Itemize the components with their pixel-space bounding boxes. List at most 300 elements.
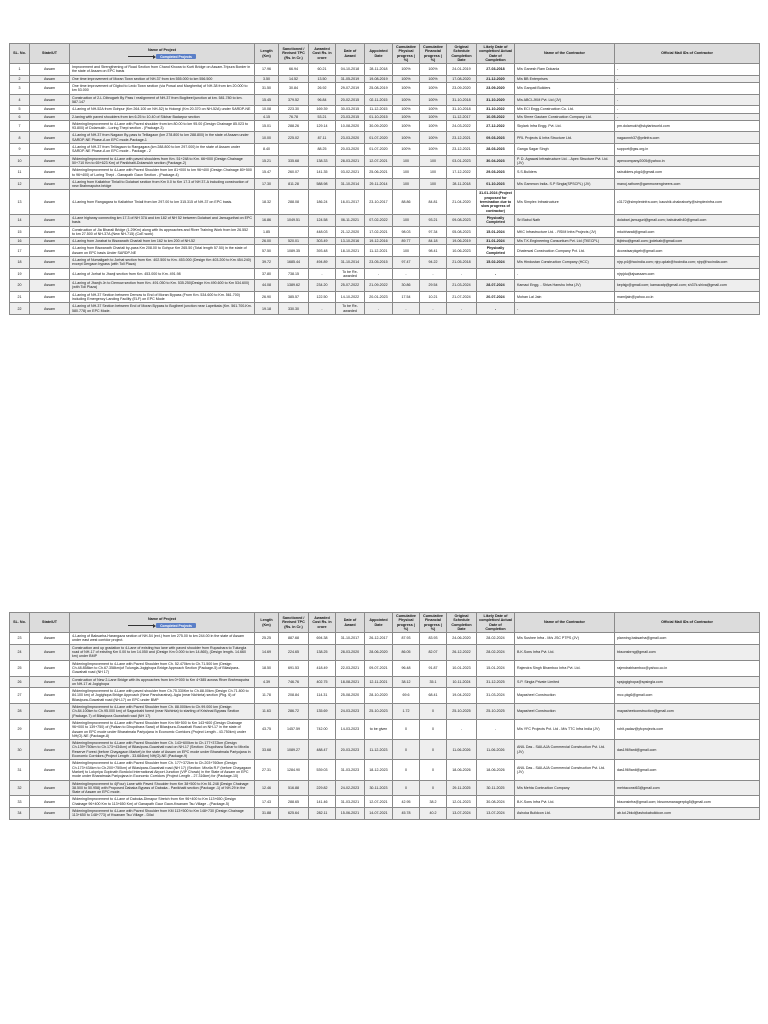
legend-completed-tag: Completed Projects [156, 623, 196, 628]
cell-email: mehtaconst63@gmail.com [615, 780, 760, 796]
table-row [10, 190, 760, 214]
table-row [10, 660, 760, 676]
cell-physical: 100% [393, 106, 420, 113]
cell-email: pm.dolamukh@skylarkworld.com [615, 120, 760, 132]
table-row [10, 644, 760, 660]
table-row [10, 796, 760, 808]
table-row [10, 94, 760, 106]
cell-email: das1969anil@gmail.com [615, 760, 760, 780]
cell-email: bksonsinfra@gmail.com; bksonsmanagerpkg5@gmail.com [615, 796, 760, 808]
cell-awarded-cost: 114.31 [309, 688, 336, 704]
cell-email: dconstsarpkgeb@gmail.com [615, 245, 760, 257]
cell-state: Assam [30, 796, 70, 808]
cell-financial: 100 [420, 167, 447, 179]
table-row [10, 155, 760, 167]
cell-awarded-cost: 26.92 [309, 83, 336, 95]
cell-date-award: 06-11-2021 [336, 214, 365, 226]
cell-tpc: 625.64 [279, 807, 309, 819]
cell-sl: 9 [10, 144, 30, 156]
cell-likely: 15-01-2024 [477, 660, 515, 676]
cell-contractor: M/s BB Enterprises [515, 75, 615, 82]
table-row [10, 214, 760, 226]
cell-tpc: 887.68 [279, 633, 309, 645]
cell-awarded-cost: 87.11 [309, 132, 336, 144]
cell-contractor: S.P. Singla Private Limited [515, 676, 615, 688]
cell-sl: 15 [10, 226, 30, 238]
cell-length: 31.50 [255, 83, 279, 95]
table-row [10, 303, 760, 315]
cell-physical: 100% [393, 94, 420, 106]
cell-physical: 100% [393, 113, 420, 120]
cell-appointed: 29-11-2014 [365, 178, 393, 190]
cell-email: dolabari.jamuguri@gmail.com; babulnath40@gmail.com [615, 214, 760, 226]
cell-state: Assam [30, 144, 70, 156]
cell-appointed: 01-07-2020 [365, 132, 393, 144]
cell-email: apexcompany2005@yahoo.in [615, 155, 760, 167]
cell-financial: 100% [420, 75, 447, 82]
table-row [10, 132, 760, 144]
cell-original: 24-01-2019 [447, 64, 477, 76]
cell-state: Assam [30, 660, 70, 676]
cell-likely: 11-06-2026 [477, 740, 515, 760]
cell-financial: 100% [420, 144, 447, 156]
cell-contractor: PRL Projects & Infra Structure Ltd. [515, 132, 615, 144]
cell-likely: 10-05-2022 [477, 113, 515, 120]
cell-state: Assam [30, 780, 70, 796]
cell-appointed: 01-10-2015 [365, 113, 393, 120]
cell-sl: 27 [10, 688, 30, 704]
table-row [10, 113, 760, 120]
cell-state: Assam [30, 113, 70, 120]
cell-state: Assam [30, 291, 70, 303]
col-header-tpc: Sanctioned / Revised TPC (Rs. in Cr.) [279, 613, 309, 633]
cell-tpc: 1389.62 [279, 280, 309, 292]
cell-original: 10-06-2023 [447, 245, 477, 257]
cell-physical: 100% [393, 64, 420, 76]
cell-length: 4.15 [255, 113, 279, 120]
table-row [10, 807, 760, 819]
cell-original: 29-11-2025 [447, 780, 477, 796]
cell-length: 31.88 [255, 807, 279, 819]
cell-financial: 84.18 [420, 238, 447, 245]
cell-sl: 19 [10, 268, 30, 280]
cell-state: Assam [30, 214, 70, 226]
cell-awarded-cost: - [309, 268, 336, 280]
col-header-original: Original Schedule Completion Date [447, 44, 477, 64]
cell-length: 26.90 [255, 291, 279, 303]
col-header-email: Official Mail IDs of Contractor [615, 613, 760, 633]
cell-original: 05-08-2023 [447, 226, 477, 238]
cell-financial: 0 [420, 704, 447, 720]
cell-physical: 100 [393, 178, 420, 190]
cell-awarded-cost: 53.21 [309, 113, 336, 120]
cell-appointed: 23-10-2017 [365, 190, 393, 214]
table-row [10, 245, 760, 257]
cell-original: 12-01-2023 [447, 796, 477, 808]
cell-awarded-cost: 138.25 [309, 644, 336, 660]
cell-likely: 18-06-2026 [477, 760, 515, 780]
cell-email: - [615, 64, 760, 76]
cell-financial: 0 [420, 719, 447, 739]
cell-original: 19-04-2022 [447, 688, 477, 704]
cell-physical: 100 [393, 214, 420, 226]
cell-physical: - [393, 303, 420, 315]
cell-state: Assam [30, 120, 70, 132]
cell-original: - [447, 268, 477, 280]
cell-awarded-cost: 742.00 [309, 719, 336, 739]
cell-date-award: 28-03-2020 [336, 644, 365, 660]
cell-tpc: 1457.59 [279, 719, 309, 739]
cell-state: Assam [30, 688, 70, 704]
cell-state: Assam [30, 807, 70, 819]
cell-financial: 100 [420, 155, 447, 167]
cell-length: 17.30 [255, 178, 279, 190]
cell-likely: 31-12-2025 [477, 676, 515, 688]
cell-project-name: Widening/Improvement to 4-Lane with Paved Shoulder from Ch. 143+600km to Ch.177+372km (Design Ch.139+750km to Ch.173+434km) of Bilasipura-Guwahati road on NH-17 (Section: Dhupdhara Sahar to Mirzila Reserve Forest (before Chayagaon Market) in the state of Assam on EPC mode under Bharatmala Pariyojana in Economic Corridors (Project Length - 33.684km) NH(O)-NE (Package-9) [70, 740, 255, 760]
cell-tpc: 516.88 [279, 780, 309, 796]
table-row [10, 256, 760, 268]
cell-original: 31-10-2018 [447, 94, 477, 106]
cell-length: 15.21 [255, 155, 279, 167]
cell-appointed: 23-05-2015 [365, 256, 393, 268]
project-table [9, 612, 760, 820]
cell-tpc: 225.02 [279, 132, 309, 144]
cell-original: 23-12-2021 [447, 144, 477, 156]
col-header-appointed: Appointed Date [365, 613, 393, 633]
cell-contractor: S.S.Builders [515, 167, 615, 179]
cell-project-name: 4-Laning of NH-37 Section between Demow to End of Moran Bypass (From Km. 534.600 to Km. 561.700) including Emergency Landing Facility (ELF) on EPC Mode [70, 291, 255, 303]
col-header-sl: SL. No. [10, 44, 30, 64]
cell-email: spsjogighopa@spsingla.com [615, 676, 760, 688]
cell-date-award: 29-07-2019 [336, 83, 365, 95]
cell-length: 8.40 [255, 144, 279, 156]
cell-tpc: 811.28 [279, 178, 309, 190]
cell-state: Assam [30, 75, 70, 82]
cell-original: 23-12-2021 [447, 132, 477, 144]
cell-appointed: 12-07-2021 [365, 155, 393, 167]
cell-contractor: M/s T.K.Engineering Consortium Pvt. Ltd (TKECPL) [515, 238, 615, 245]
col-header-appointed: Appointed Date [365, 44, 393, 64]
cell-sl: 18 [10, 256, 30, 268]
cell-length: 27.31 [255, 760, 279, 780]
cell-financial: 0 [420, 780, 447, 796]
cell-financial: 100% [420, 106, 447, 113]
cell-date-award: 24-03-2023 [336, 704, 365, 720]
cell-project-name: 4-Laning of NH-37 from Nagaon By-pass to Telliagaon (km 278.800 to km 288.800) in the state of Assam under SARDP-NE Phase-A on EPC mode-Package-1 [70, 132, 255, 144]
cell-project-name: Construction of 2-L Dibrugarh By Pass / realignment of NH-37 from Bogibeel junction at km. 581.780 to km. 587.147 [70, 94, 255, 106]
col-header-awarded-cost: Awarded Cost Rs. in crore [309, 44, 336, 64]
col-header-date-award: Date of Award [336, 44, 365, 64]
cell-appointed: 12-11-2021 [365, 676, 393, 688]
cell-tpc: 520.01 [279, 238, 309, 245]
cell-length: 12.46 [255, 780, 279, 796]
cell-appointed: 25-08-2019 [365, 83, 393, 95]
cell-original: 11-06-2026 [447, 740, 477, 760]
cell-physical: - [393, 268, 420, 280]
cell-awarded-cost: 141.46 [309, 796, 336, 808]
cell-state: Assam [30, 155, 70, 167]
cell-likely: - [477, 268, 515, 280]
cell-physical: 88.86 [393, 190, 420, 214]
cell-contractor: M/s Hindustan Construction Company (HCC) [515, 256, 615, 268]
cell-appointed: 11-12-2015 [365, 106, 393, 113]
col-header-financial: Cumulative Financial progress ( %) [420, 613, 447, 633]
cell-awarded-cost: 141.35 [309, 167, 336, 179]
project-table [9, 43, 760, 315]
cell-contractor: M/s ECI Engg.Construction Co. Ltd. [515, 106, 615, 113]
cell-physical: 100% [393, 144, 420, 156]
cell-awarded-cost: 124.58 [309, 214, 336, 226]
cell-original: 11-12-2017 [447, 113, 477, 120]
cell-email: - [615, 106, 760, 113]
cell-tpc: 1685.44 [279, 256, 309, 268]
cell-email: mkcbharali@gmail.com [615, 226, 760, 238]
cell-project-name: Widening/Improvement to 4-Lane with paved shoulder from Ch.75.330Km to Ch.88.00km (Design Ch.71.800 to 84.100 km) of Jogighopa Bridge Approach (Near Pancharatna)- Agia (near Nichinta) section (Pkg. 6) of Bilasipura-Guwahati road (NH-17) on EPC under BMP [70, 688, 255, 704]
cell-sl: 17 [10, 245, 30, 257]
cell-tpc: 691.53 [279, 660, 309, 676]
cell-financial: 68.41 [420, 688, 447, 704]
cell-appointed: 09-07-2021 [365, 660, 393, 676]
cell-date-award: 23-03-2015 [336, 113, 365, 120]
cell-date-award: 25-08-2020 [336, 688, 365, 704]
cell-project-name: Widening/Improvement to 4-Lane with paved shoulders from Km. 51+248 to Km. 66+000 (Design Chainage 50+710 Km to 65+623 Km) of Panikhaiti-Dolamukh section (Package-2) [70, 155, 255, 167]
table-row [10, 106, 760, 113]
cell-physical: 0 [393, 760, 420, 780]
cell-appointed: - [365, 268, 393, 280]
cell-state: Assam [30, 178, 70, 190]
cell-financial: 100% [420, 64, 447, 76]
cell-project-name: 4-Lane highway connecting km 17.3 of NH 37A and km 182 of NH 52 between Dolabari and Jamugurihat on EPC basis [70, 214, 255, 226]
cell-appointed: 02-11-2015 [365, 94, 393, 106]
col-header-awarded-cost: Awarded Cost Rs. in crore [309, 613, 336, 633]
cell-contractor: ANIL Das - SAILAJA Commercial Construction Pvt. Ltd. (JV) [515, 760, 615, 780]
cell-financial: - [420, 268, 447, 280]
cell-contractor: B.K.Sons Infra Pvt. Ltd. [515, 644, 615, 660]
cell-appointed: 07-02-2022 [365, 214, 393, 226]
cell-date-award: 21-12-2020 [336, 226, 365, 238]
cell-original: - [447, 719, 477, 739]
col-header-state: State/UT [30, 613, 70, 633]
table-row [10, 64, 760, 76]
cell-sl: 23 [10, 633, 30, 645]
cell-sl: 16 [10, 238, 30, 245]
cell-likely: 15-01-2024 [477, 226, 515, 238]
cell-physical: 97.47 [393, 256, 420, 268]
cell-project-name: Widening/Improvement to 4-Lane with Paved Shoulder from Ch. 52.470km to Ch.71.500 km (Design Ch.48.858km to Ch.67.358km)of Tulungla-Jogighopa Bridge Approach Section (Package-5) of Bilasipara-Guwahati road (NH 17) [70, 660, 255, 676]
cell-likely: 30-08-2024 [477, 796, 515, 808]
cell-physical: 100 [393, 245, 420, 257]
cell-sl: 12 [10, 178, 30, 190]
cell-contractor: - [515, 268, 615, 280]
cell-date-award: 15-06-2021 [336, 807, 365, 819]
cell-awarded-cost: 229.82 [309, 780, 336, 796]
cell-date-award: 18-10-2021 [336, 245, 365, 257]
cell-financial: 0 [420, 740, 447, 760]
cell-likely: 01-10-2023 [477, 178, 515, 190]
cell-awarded-cost: 539.03 [309, 760, 336, 780]
cell-length: 25.25 [255, 633, 279, 645]
cell-tpc: 260.07 [279, 167, 309, 179]
cell-email: ssbuilders.pkg4@gmail.com [615, 167, 760, 179]
cell-sl: 22 [10, 303, 30, 315]
table-row [10, 167, 760, 179]
cell-date-award: 31-03-2021 [336, 796, 365, 808]
cell-financial: 94.22 [420, 256, 447, 268]
cell-original: 09-08-2023 [447, 214, 477, 226]
cell-sl: 14 [10, 214, 30, 226]
cell-tpc: 1049.51 [279, 214, 309, 226]
cell-likely: 28-02-2024 [477, 644, 515, 660]
cell-likely: 31-10-2022 [477, 106, 515, 113]
cell-sl: 32 [10, 780, 30, 796]
cell-length: 15.45 [255, 94, 279, 106]
cell-physical: 86.05 [393, 644, 420, 660]
cell-length: 11.63 [255, 704, 279, 720]
cell-length: 17.43 [255, 796, 279, 808]
table-row [10, 780, 760, 796]
cell-physical: 100% [393, 83, 420, 95]
cell-date-award: 16-01-2017 [336, 190, 365, 214]
cell-awarded-cost: 282.11 [309, 807, 336, 819]
cell-length: 4.39 [255, 676, 279, 688]
cell-state: Assam [30, 268, 70, 280]
completed-legend [128, 54, 196, 59]
cell-email: planning.baksarha@gmail.com [615, 633, 760, 645]
cell-appointed: 30-11-2023 [365, 780, 393, 796]
cell-financial: 97.34 [420, 226, 447, 238]
cell-original: 28-11-2018 [447, 178, 477, 190]
cell-physical: 42.95 [393, 796, 420, 808]
cell-project-name: 4-Laning of NH-52A from Gohpur (Km 264.100 on NH-52) to Holongi (Km 20.370 on NH-52A) under SARDP-NE [70, 106, 255, 113]
cell-contractor: Mohan Lal Jain [515, 291, 615, 303]
cell-sl: 21 [10, 291, 30, 303]
cell-email: njrp.p4@hccindia.com; njrp.qclab@hccindia.com; njrp@hccindia.com [615, 256, 760, 268]
cell-date-award: 30-03-2015 [336, 106, 365, 113]
cell-date-award: 22-03-2021 [336, 660, 365, 676]
cell-financial: 100% [420, 120, 447, 132]
col-header-original: Original Schedule Completion Date [447, 613, 477, 633]
col-header-date-award: Date of Award [336, 613, 365, 633]
cell-tpc: 379.52 [279, 94, 309, 106]
cell-date-award: 25-07-2022 [336, 280, 365, 292]
cell-appointed: 19-12-2016 [365, 238, 393, 245]
table-body-2 [10, 633, 760, 819]
cell-likely: 28-07-2024 [477, 280, 515, 292]
cell-sl: 2 [10, 75, 30, 82]
cell-original: 21-05-2018 [447, 256, 477, 268]
cell-length: 39.72 [255, 256, 279, 268]
cell-length: 16.86 [255, 214, 279, 226]
cell-email: njrpjdu@ajsassam.com [615, 268, 760, 280]
cell-sl: 5 [10, 106, 30, 113]
cell-project-name: Construction of New 2-Lane Bridge with its approaches from km 0+000 to Km 4+385 across River Brahmaputra on NH-17 at Jogighopa [70, 676, 255, 688]
cell-length: 33.68 [255, 740, 279, 760]
cell-likely: 31-01-2024 (Project proposed for termination due to slow progress of contractor) [477, 190, 515, 214]
cell-likely: 23-09-2020 [477, 83, 515, 95]
cell-contractor: P. D. Agrawal Infrastructure Ltd. - Apex Structure Pvt. Ltd. (JV) [515, 155, 615, 167]
table-row [10, 120, 760, 132]
cell-tpc: 385.57 [279, 291, 309, 303]
cell-contractor: Mayasheel Construction [515, 704, 615, 720]
col-header-contractor: Name of the Contractor [515, 613, 615, 633]
cell-awarded-cost: - [309, 303, 336, 315]
cell-tpc [279, 226, 309, 238]
cell-awarded-cost: 494.89 [309, 256, 336, 268]
cell-likely: 28-02-2024 [477, 633, 515, 645]
cell-appointed: 25-10-2023 [365, 704, 393, 720]
cell-tpc: 66.94 [279, 64, 309, 76]
cell-date-award: 13-10-2016 [336, 238, 365, 245]
cell-appointed: 21-09-2022 [365, 280, 393, 292]
cell-likely: 20-07-2024 [477, 291, 515, 303]
cell-project-name: Widening/Improvement to 4-Lane with Paved Shoulder from KM 113+500 to Km 148+730 (Design Chainage 113+650 to 148+773) of Kwanam Tsu Village - Dilai [70, 807, 255, 819]
cell-length: 44.08 [255, 280, 279, 292]
cell-email: bksonsbrng@gmail.com [615, 644, 760, 660]
col-header-financial: Cumulative Financial progress ( %) [420, 44, 447, 64]
cell-financial: 82.07 [420, 644, 447, 660]
cell-project-name: 4-Laning of NH-37 from Telliagaon to Rangagara (km 288.800 to km 297.000) in the state of Assam under SARDP-NE Phase-A on EPC mode - Package - 2 [70, 144, 255, 156]
cell-sl: 33 [10, 796, 30, 808]
cell-likely: 31-10-2020 [477, 94, 515, 106]
table-header-row [10, 44, 760, 64]
cell-tpc: 76.78 [279, 113, 309, 120]
cell-date-award: 31-10-2017 [336, 633, 365, 645]
col-header-tpc: Sanctioned / Revised TPC (Rs. in Cr.) [279, 44, 309, 64]
col-header-sl: SL. No. [10, 613, 30, 633]
cell-state: Assam [30, 83, 70, 95]
cell-state: Assam [30, 704, 70, 720]
cell-appointed: 14-07-2021 [365, 807, 393, 819]
cell-state: Assam [30, 644, 70, 660]
cell-length: 10.00 [255, 132, 279, 144]
cell-state: Assam [30, 303, 70, 315]
cell-appointed: 28-10-2020 [365, 688, 393, 704]
cell-awarded-cost: 402.75 [309, 676, 336, 688]
cell-contractor: M/s Ganesh Ram Dokania [515, 64, 615, 76]
cell-email: rohit.yadav@yfcprojects.com [615, 719, 760, 739]
cell-physical: 1.72 [393, 704, 420, 720]
cell-project-name: Widening/Improvement to 4-Lane with Paved Shoulder from Km 98+500 to Km 143+600 (Design Chainage 96+000 to 139+750) of (Paikan to Dhupdhara Sarai) of Bilasipura-Guwahati Road on NH-17 in the state of Assam on EPC mode under Bharatmala Pariyojana in Economic Corridors (Project Length - 43.750km) under NH(O)-NE (Package-8) [70, 719, 255, 739]
col-header-name-label: Name of Project [147, 47, 177, 52]
cell-contractor: M/s Ganpati Builders [515, 83, 615, 95]
cell-date-award: 24-02-2023 [336, 780, 365, 796]
table-row [10, 676, 760, 688]
cell-contractor: M/s YFC Projects Pvt. Ltd - M/s TTC Infra India (JV) [515, 719, 615, 739]
cell-length: 57.50 [255, 245, 279, 257]
cell-project-name: 2-laning with paved shoulders from km 6.25 to 10.40 of Silchar Badarpur section [70, 113, 255, 120]
cell-tpc: 738.15 [279, 268, 309, 280]
cell-original: 13-07-2024 [447, 807, 477, 819]
cell-date-award: 20-03-2020 [336, 144, 365, 156]
cell-sl: 6 [10, 113, 30, 120]
col-header-name [70, 613, 255, 633]
cell-awarded-cost: 138.33 [309, 155, 336, 167]
cell-likely: - [477, 303, 515, 315]
cell-tpc: 208.84 [279, 688, 309, 704]
completed-legend [128, 623, 196, 628]
cell-physical: 38.12 [393, 676, 420, 688]
cell-state: Assam [30, 760, 70, 780]
cell-contractor: Kamaci Engg. - Shiva Hanshu Infra (JV) [515, 280, 615, 292]
cell-original: 31-10-2018 [447, 106, 477, 113]
table-row [10, 719, 760, 739]
cell-contractor: MKC Infrastructure Ltd. - RSIM Infra Projects (JV) [515, 226, 615, 238]
cell-state: Assam [30, 226, 70, 238]
cell-contractor: M/s Simplex Infrastructure [515, 190, 615, 214]
cell-financial: 38.2 [420, 796, 447, 808]
cell-original: 10-01-2023 [447, 660, 477, 676]
cell-date-award: 31-05-2019 [336, 75, 365, 82]
